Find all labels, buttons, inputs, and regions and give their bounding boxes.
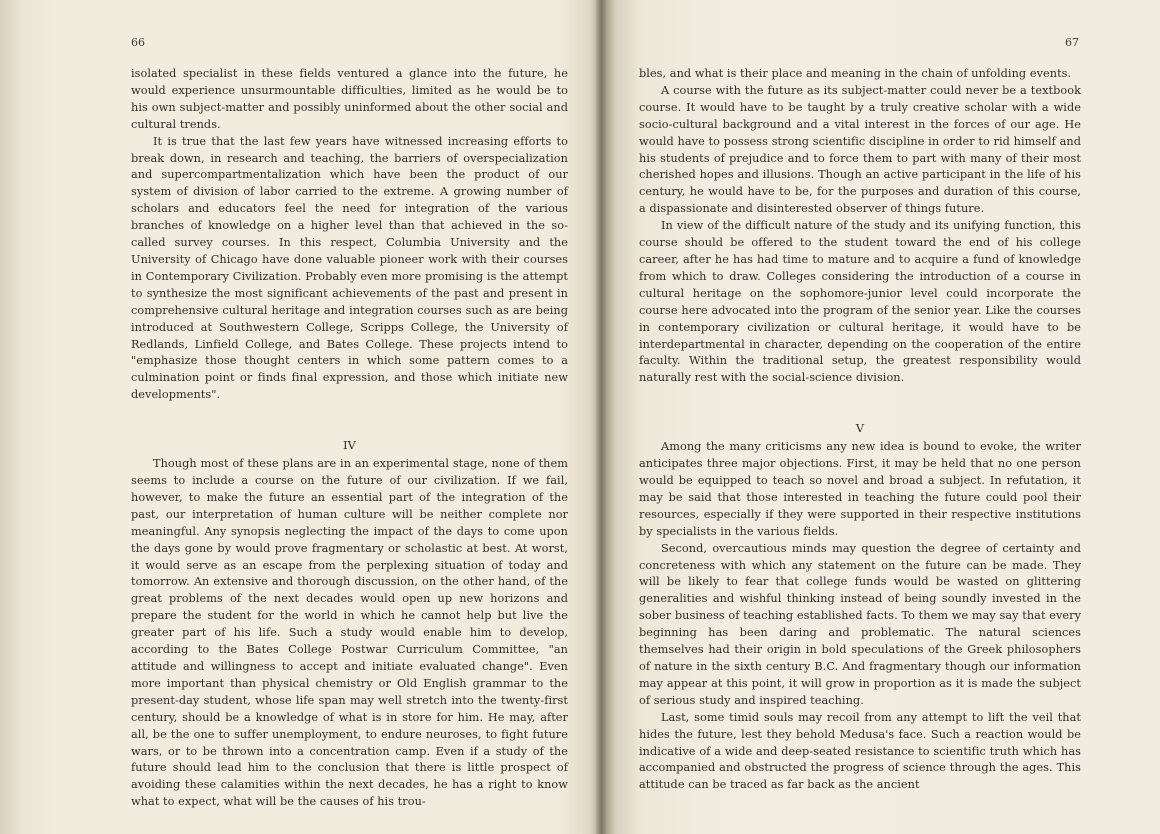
- page-number-left: 66: [131, 36, 145, 49]
- paragraph: Among the many criticisms any new idea is bound to evoke, the writer anticipates three major objections. First, it may be held that no one person would be equipped to teach so novel and broad a subject. In refutation, it may be said that those interested in teaching the future could pool their resources, especially if they were supported in their respective institutions by specialists in the various fields.: [639, 440, 1081, 538]
- section-heading-iv: IV: [343, 439, 356, 453]
- right-page: [606, 0, 1160, 834]
- paragraph: A course with the future as its subject-matter could never be a textbook course. It would have to be taught by a truly creative scholar with a wide socio-cultural background and a vital interest in the forces of our age. He would have to possess strong scientific discipline in order to rid himself and his students of prejudice and to force them to part with many of their most cherished hopes and illusions. Though an active participant in the life of his century, he would have to be, for the purposes and duration of this course, a dispassionate and disinterested observer of things future.: [639, 83, 1081, 216]
- right-page-text: [639, 66, 1081, 794]
- paragraph: Second, overcautious minds may question the degree of certainty and concreteness with which any statement on the future can be made. They will be likely to fear that college funds would be wasted on glittering generalities and wishful thinking instead of being soundly invested in the sober business of teaching established facts. To them we may say that every beginning has been daring and problematic. The natural sciences themselves had their origin in bold speculations of the Greek philosophers of nature in the sixth century B.C. And fragmentary though our information may appear at this point, it will grow in proportion as it is made the subject of serious study and inspired teaching.: [639, 541, 1081, 707]
- paragraph: Though most of these plans are in an experimental stage, none of them seems to include a course on the future of our civilization. If we fail, however, to make the future an essential part of the integration of the past, our interpretation of human culture will be neither complete nor meaningful. Any synopsis neglecting the impact of the days to come upon the days gone by would prove fragmentary or scholastic at best. At worst, it would serve as an escape from the perplexing situation of today and tomorrow. An extensive and thorough discussion, on the other hand, of the great problems of the next decades would open up new horizons and prepare the student for the world in which he cannot help but live the greater part of his life. Such a study would enable him to develop, according to the Bates College Postwar Curriculum Committee, "an attitude and willingness to accept and initiate evaluated change". Even more important than physical chemistry or Old English grammar to the present-day student, whose life span may well stretch into the twenty-first century, should be a knowledge of what is in store for him. He may, after all, be the one to suffer unemployment, to endure neuroses, to fight future wars, or to be thrown into a concentration camp. Even if a study of the future should lead him to the conclusion that there is little prospect of avoiding these calamities within the next decades, he has a right to know what to expect, what will be the causes of his trou-: [131, 457, 568, 809]
- paragraph: It is true that the last few years have witnessed increasing efforts to break down, in research and teaching, the barriers of overspecialization and supercompartmentalization which have been the product of our system of division of labor carried to the extreme. A growing number of scholars and educators feel the need for integration of the various branches of knowledge on a higher level than that achieved in the so-called survey courses. In this respect, Columbia University and the University of Chicago have done valuable pioneer work with their courses in Contemporary Civilization. Probably even more promising is the attempt to synthesize the most significant achievements of the past and present in comprehensive cultural heritage and integration courses such as are being introduced at Southwestern College, Scripps College, the University of Redlands, Linfield College, and Bates College. These projects intend to "emphasize those thought centers in which some pattern comes to a culmination point or finds final expression, and those which initiate new developments".: [131, 134, 568, 402]
- section-heading-v: V: [855, 422, 865, 436]
- left-page-text: [131, 66, 568, 811]
- page-number-right: 67: [1065, 36, 1079, 49]
- paragraph: bles, and what is their place and meaning in the chain of unfolding events.: [639, 67, 1072, 80]
- paragraph: isolated specialist in these fields ventured a glance into the future, he would experience unsurmountable difficulties, limited as he would be to his own subject-matter and possibly uninformed about the other social and cultural trends.: [131, 67, 568, 131]
- paragraph: In view of the difficult nature of the study and its unifying function, this course should be offered to the student toward the end of his college career, after he has had time to mature and to acquire a fund of knowledge from which to draw. Colleges considering the introduction of a course in cultural heritage on the sophomore-junior level could incorporate the course here advocated into the program of the senior year. Like the courses in contemporary civilization or cultural heritage, it would have to be interdepartmental in character, depending on the cooperation of the entire faculty. Within the traditional setup, the greatest responsibility would naturally rest with the social-science division.: [639, 219, 1081, 385]
- paragraph: Last, some timid souls may recoil from any attempt to lift the veil that hides the future, lest they behold Medusa's face. Such a reaction would be indicative of a wide and deep-seated resistance to scientific truth which has accompanied and obstructed the progress of science through the ages. This attitude can be traced as far back as the ancient: [639, 710, 1081, 792]
